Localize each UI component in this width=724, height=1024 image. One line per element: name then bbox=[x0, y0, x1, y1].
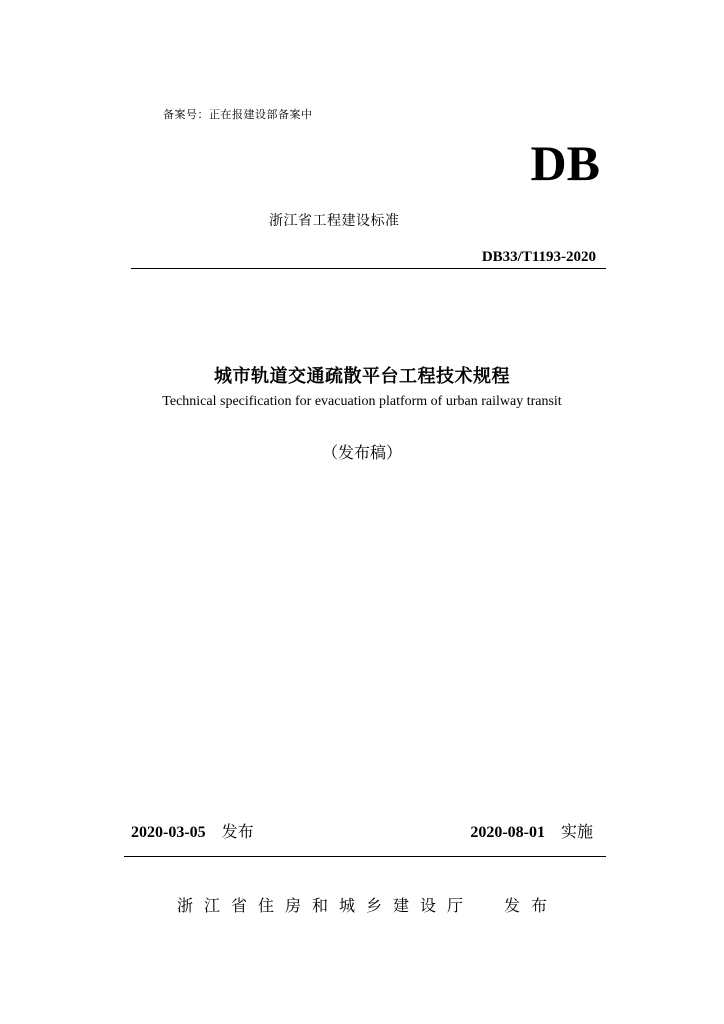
document-title-chinese: 城市轨道交通疏散平台工程技术规程 bbox=[214, 366, 510, 387]
db-logo: DB bbox=[530, 135, 600, 191]
issuing-authority: 浙江省住房和城乡建设厅 bbox=[177, 896, 475, 915]
effective-date-block bbox=[470, 819, 593, 842]
release-date-block bbox=[131, 819, 254, 842]
issue-label: 发布 bbox=[504, 896, 559, 915]
record-number: 备案号：正在报建设部备案中 bbox=[163, 108, 313, 121]
bottom-divider bbox=[124, 856, 606, 857]
document-title-english: Technical specification for evacuation platform of urban railway transit bbox=[162, 394, 562, 409]
top-divider bbox=[131, 268, 606, 269]
release-label: 发布 bbox=[221, 822, 254, 841]
draft-status: （发布稿） bbox=[321, 443, 402, 462]
standard-number: DB33/T1193-2020 bbox=[481, 249, 596, 265]
release-date: 2020-03-05 bbox=[131, 824, 206, 841]
effective-date: 2020-08-01 bbox=[470, 824, 545, 841]
standard-category: 浙江省工程建设标准 bbox=[269, 213, 400, 229]
effective-label: 实施 bbox=[560, 822, 593, 841]
